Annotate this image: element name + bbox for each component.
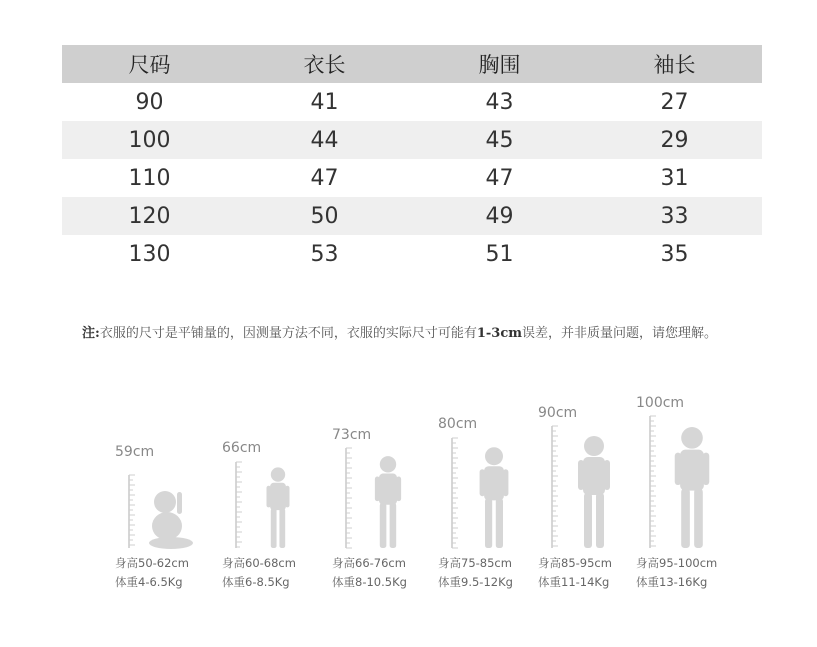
- ruler: [452, 438, 458, 548]
- height-label: 80cm: [438, 416, 478, 432]
- table-cell: 110: [128, 165, 171, 191]
- table-cell: 53: [310, 241, 339, 267]
- table-cell: 130: [128, 241, 171, 267]
- child-silhouette: [230, 380, 320, 550]
- child-shape: [266, 467, 289, 548]
- table-cell: 100: [128, 127, 171, 153]
- table-cell: 47: [485, 165, 514, 191]
- note-text-before: 衣服的尺寸是平铺量的，因测量方法不同，衣服的实际尺寸可能有: [99, 326, 477, 341]
- header-cell: 尺码: [128, 53, 171, 77]
- height-range-caption: 身高75-85cm: [438, 556, 512, 570]
- table-row: [62, 159, 762, 197]
- weight-range-caption: 体重8-10.5Kg: [332, 575, 407, 589]
- table-cell: 90: [135, 89, 164, 115]
- weight-range-caption: 体重9.5-12Kg: [438, 575, 513, 589]
- table-cell: 47: [310, 165, 339, 191]
- table-cell: 50: [310, 203, 339, 229]
- weight-range-caption: 体重6-8.5Kg: [222, 575, 290, 589]
- height-range-caption: 身高50-62cm: [115, 556, 189, 570]
- child-shape: [675, 427, 710, 548]
- table-cell: 41: [310, 89, 339, 115]
- table-row: [62, 121, 762, 159]
- ruler: [552, 426, 558, 548]
- height-label: 73cm: [332, 427, 372, 443]
- ruler: [129, 475, 135, 548]
- size-table: [62, 45, 762, 273]
- measurement-note: [82, 322, 782, 341]
- height-range-caption: 身高66-76cm: [332, 556, 406, 570]
- header-cell: 袖长: [653, 53, 696, 77]
- child-shape: [578, 436, 610, 548]
- child-shape: [375, 456, 401, 548]
- height-range-caption: 身高95-100cm: [636, 556, 718, 570]
- table-header-row: [62, 45, 762, 83]
- ruler: [236, 462, 242, 548]
- height-label: 59cm: [115, 444, 155, 460]
- table-row: [62, 197, 762, 235]
- child-shape: [149, 491, 193, 549]
- header-cell: 衣长: [303, 53, 346, 77]
- child-silhouette: [546, 380, 636, 550]
- note-highlight: 1-3cm: [476, 326, 522, 341]
- table-cell: 31: [660, 165, 689, 191]
- child-silhouette: [446, 380, 536, 550]
- table-cell: 29: [660, 127, 689, 153]
- table-cell: 45: [485, 127, 514, 153]
- table-cell: 35: [660, 241, 689, 267]
- table-cell: 51: [485, 241, 514, 267]
- weight-range-caption: 体重4-6.5Kg: [115, 575, 183, 589]
- note-prefix: 注:: [82, 326, 100, 341]
- ruler: [650, 416, 656, 548]
- table-row: [62, 83, 762, 121]
- table-cell: 43: [485, 89, 514, 115]
- note-text-after: 误差，并非质量问题，请您理解。: [522, 326, 718, 341]
- height-guide: [0, 380, 817, 610]
- ruler: [346, 448, 352, 548]
- height-label: 90cm: [538, 405, 578, 421]
- table-cell: 120: [128, 203, 171, 229]
- weight-range-caption: 体重13-16Kg: [636, 575, 708, 589]
- table-cell: 27: [660, 89, 689, 115]
- child-silhouette: [123, 380, 213, 550]
- height-label: 66cm: [222, 440, 262, 456]
- height-range-caption: 身高60-68cm: [222, 556, 296, 570]
- table-row: [62, 235, 762, 273]
- child-silhouette: [340, 380, 430, 550]
- height-label: 100cm: [636, 395, 685, 411]
- table-cell: 33: [660, 203, 689, 229]
- table-cell: 49: [485, 203, 514, 229]
- header-cell: 胸围: [478, 53, 521, 77]
- table-cell: 44: [310, 127, 339, 153]
- height-range-caption: 身高85-95cm: [538, 556, 612, 570]
- child-silhouette: [644, 380, 734, 550]
- child-shape: [480, 447, 509, 548]
- weight-range-caption: 体重11-14Kg: [538, 575, 610, 589]
